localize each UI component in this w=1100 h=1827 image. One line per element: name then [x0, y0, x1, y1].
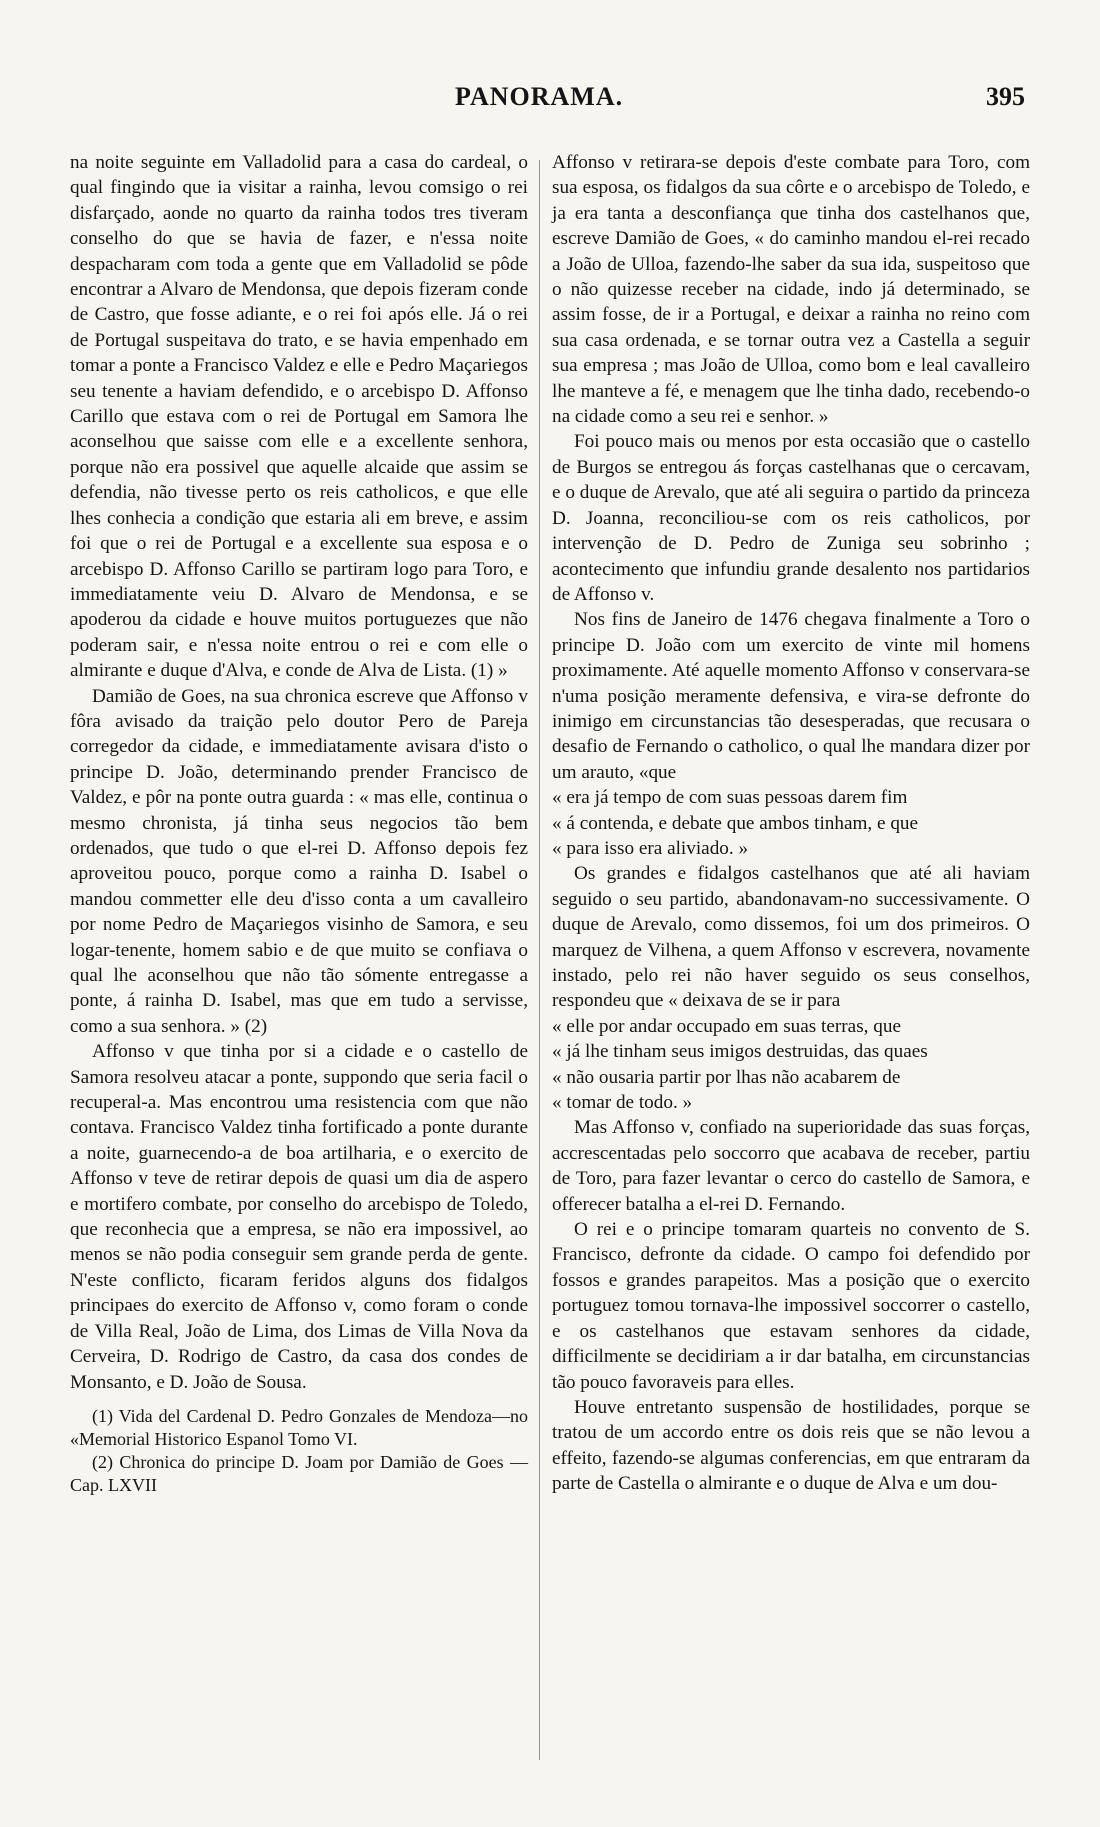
- paragraph: Houve entretanto suspensão de hostilidades, porque se tratou de um accordo entre os dois reis que se não levou a effeito, fazendo-se algumas conferencias, em que entraram da parte de Castella o almirante e o duque de Alva e um dou-: [552, 1396, 1030, 1495]
- left-column: [70, 150, 528, 1497]
- running-title: PANORAMA.: [455, 82, 624, 111]
- footnotes: [70, 1405, 528, 1497]
- quote-line: « para isso era aliviado. »: [552, 837, 749, 859]
- paragraph: Foi pouco mais ou menos por esta occasião que o castello de Burgos se entregou ás forças castelhanas que o cercavam, e o duque de Arevalo, que até ali seguira o partido da princeza D. Joanna, reconciliou-se com os reis catholicos, por intervenção de D. Pedro de Zuniga seu sobrinho ; acontecimento que infundiu grande desalento nos partidarios de Affonso v.: [552, 431, 1030, 605]
- column-divider: [539, 160, 540, 1760]
- footnote: (2) Chronica do principe D. Joam por Damião de Goes — Cap. LXVII: [70, 1451, 528, 1495]
- paragraph: O rei e o principe tomaram quarteis no convento de S. Francisco, defronte da cidade. O campo foi defendido por fossos e grandes parapeitos. Mas a posição que o exercito portuguez tomou tornava-lhe impossivel soccorrer o castello, e os castelhanos que estavam senhores da cidade, difficilmente se decidiriam a ir dar batalha, em circunstancias tão pouco favoraveis para elles.: [552, 1219, 1030, 1393]
- quote-line: « não ousaria partir por lhas não acabarem de: [552, 1066, 901, 1088]
- quote-line: « tomar de todo. »: [552, 1092, 693, 1114]
- paragraph: Os grandes e fidalgos castelhanos que até ali haviam seguido o seu partido, abandonavam-no successivamente. O duque de Arevalo, como dissemos, foi um dos primeiros. O marquez de Vilhena, a quem Affonso v escrevera, novamente instado, pelo rei não haver seguido os seus conselhos, respondeu que « deixava de se ir para: [552, 863, 1030, 1012]
- paragraph: Affonso v retirara-se depois d'este combate para Toro, com sua esposa, os fidalgos da sua côrte e o arcebispo de Toledo, e ja era tanta a desconfiança que tinha dos castelhanos que, escreve Damião de Goes, « do caminho mandou el-rei recado a João de Ulloa, fazendo-lhe saber da sua ida, suspeitoso que o não quizesse receber na cidade, indo já determinado, se assim fosse, de ir a Portugal, e deixar a rainha no reino com sua casa ordenada, e se tornar outra vez a Castella a seguir sua empresa ; mas João de Ulloa, como bom e leal cavalleiro lhe manteve a fé, e menagem que lhe tinha dado, recebendo-o na cidade como a seu rei e senhor. »: [552, 152, 1030, 428]
- right-column: [552, 150, 1030, 1497]
- quote-line: « á contenda, e debate que ambos tinham, e que: [552, 812, 919, 834]
- paragraph: Mas Affonso v, confiado na superioridade das suas forças, accrescentadas pelo soccorro que acabava de receber, partiu de Toro, para fazer levantar o cerco do castello de Samora, e offerecer batalha a el-rei D. Fernando.: [552, 1117, 1030, 1215]
- quote-line: « já lhe tinham seus imigos destruidas, das quaes: [552, 1041, 928, 1063]
- paragraph: Affonso v que tinha por si a cidade e o castello de Samora resolveu atacar a ponte, suppondo que seria facil o recuperal-a. Mas encontrou uma resistencia com que não contava. Francisco Valdez tinha fortificado a ponte durante a noite, guarnecendo-a de boa artilharia, e o exercito de Affonso v teve de retirar depois de quasi um dia de aspero e mortifero combate, por conselho do arcebispo de Toledo, que reconhecia que a empresa, se não era impossivel, ao menos se não podia conseguir sem grande perda de gente. N'este conflicto, ficaram feridos alguns dos fidalgos principaes do exercito de Affonso v, como foram o conde de Villa Real, João de Lima, dos Limas de Villa Nova da Cerveira, D. Rodrigo de Castro, da casa dos condes de Monsanto, e D. João de Sousa.: [70, 1041, 528, 1393]
- paragraph: Nos fins de Janeiro de 1476 chegava finalmente a Toro o principe D. João com um exercito de vinte mil homens proximamente. Até aquelle momento Affonso v conservara-se n'uma posição meramente defensiva, e vira-se defronte do inimigo em circunstancias tão desesperadas, que recusara o desafio de Fernando o catholico, o qual lhe mandara dizer por um arauto, «que: [552, 609, 1030, 783]
- quote-line: « era já tempo de com suas pessoas darem fim: [552, 787, 908, 809]
- page-number: 395: [986, 82, 1025, 111]
- footnote: (1) Vida del Cardenal D. Pedro Gonzales de Mendoza—no «Memorial Historico Espanol Tomo VI.: [70, 1405, 528, 1449]
- paragraph: na noite seguinte em Valladolid para a casa do cardeal, o qual fingindo que ia visitar a rainha, levou comsigo o rei disfarçado, aonde no quarto da rainha todos tres tiveram conselho do que se havia de fazer, e n'essa noite despacharam com toda a gente que em Valladolid se pôde encontrar a Alvaro de Mendonsa, que depois fizeram conde de Castro, que fosse adiante, e o rei foi após elle. Já o rei de Portugal suspeitava do trato, e se havia empenhado em tomar a ponte a Francisco Valdez e elle e Pedro Maçariegos seu tenente a haviam defendido, e o arcebispo D. Affonso Carillo que estava com o rei de Portugal em Samora lhe aconselhou que saisse com elle e a excellente senhora, porque não era possivel que aquelle alcaide que assim se defendia, não tivesse perto os reis catholicos, e que elle lhes conhecia a condição que estaria ali em breve, e assim foi que o rei de Portugal e a excellente sua esposa e o arcebispo D. Affonso Carillo se partiram logo para Toro, e immediatamente veiu D. Alvaro de Mendonsa, e se apoderou da cidade e houve muitos portuguezes que não poderam sair, e n'essa noite entrou o rei e com elle o almirante e duque d'Alva, e conde de Alva de Lista. (1) »: [70, 152, 528, 682]
- paragraph: Damião de Goes, na sua chronica escreve que Affonso v fôra avisado da traição pelo doutor Pero de Pareja corregedor da cidade, e immediatamente avisara d'isto o principe D. João, determinando prender Francisco de Valdez, e pôr na ponte outra guarda : « mas elle, continua o mesmo chronista, já tinha seus negocios tão bem ordenados, que tudo o que el-rei D. Affonso depois fez aproveitou pouco, porque como a rainha D. Isabel o mandou commetter elle deu d'isso conta a um cavalleiro por nome Pedro de Maçariegos visinho de Samora, e seu logar-tenente, homem sabio e de que muito se confiava o qual lhe aconselhou que não tão sómente entregasse a ponte, á rainha D. Isabel, mas que em tudo a servisse, como a sua senhora. » (2): [70, 685, 528, 1037]
- page-header: [0, 82, 1100, 122]
- quote-line: « elle por andar occupado em suas terras, que: [552, 1015, 901, 1037]
